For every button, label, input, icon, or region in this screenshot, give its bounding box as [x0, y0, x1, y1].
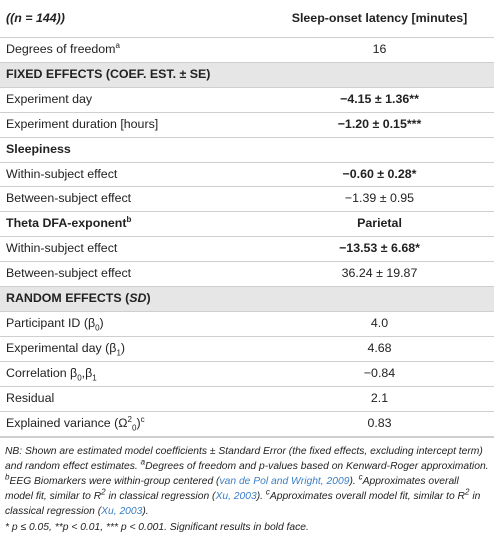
- subscript: 0: [95, 323, 100, 333]
- footnote-mark: a: [140, 457, 146, 467]
- note-text: ).: [256, 491, 266, 503]
- row-value: −1.20 ± 0.15***: [265, 112, 494, 137]
- subscript: 0: [131, 423, 137, 433]
- note-text: EEG Biomarkers were within-group centered (: [9, 475, 220, 487]
- row-label-text: Theta DFA-exponent: [6, 216, 127, 231]
- row-label-text: Degrees of freedom: [6, 42, 116, 56]
- row-label-tail: ): [120, 340, 126, 355]
- citation-link[interactable]: van de Pol and Wright, 2009: [219, 475, 350, 487]
- subscript: 1: [92, 373, 97, 383]
- row-label: Between-subject effect: [0, 262, 265, 287]
- row-value: −0.84: [265, 361, 494, 386]
- row-label-text: Experimental day (β: [6, 340, 117, 355]
- row-label-tail: ,β: [81, 365, 93, 380]
- row-label-text: Participant ID (β: [6, 315, 96, 330]
- row-label: Sleepiness: [0, 137, 265, 162]
- section-header-random: [0, 287, 494, 312]
- subscript: 1: [116, 348, 121, 358]
- row-label: [0, 311, 265, 336]
- row-label: [0, 336, 265, 361]
- table-row: [0, 87, 494, 112]
- table-header-row: [0, 0, 494, 38]
- footnote-mark: b: [126, 215, 132, 225]
- row-label: [0, 212, 265, 237]
- table-row: [0, 336, 494, 361]
- table-row: [0, 137, 494, 162]
- row-value: 36.24 ± 19.87: [265, 262, 494, 287]
- row-label-tail: ): [99, 315, 104, 330]
- header-n-label: ((n = 144)): [0, 0, 265, 38]
- table-footnote: [0, 437, 494, 535]
- row-value: 16: [265, 38, 494, 63]
- row-label-text: Explained variance (Ω: [6, 415, 128, 430]
- superscript: 2: [101, 487, 106, 497]
- footnote-mark: c: [358, 472, 363, 482]
- row-value: Parietal: [265, 212, 494, 237]
- row-label: Between-subject effect: [0, 187, 265, 212]
- row-label: [0, 411, 265, 436]
- row-value: 4.68: [265, 336, 494, 361]
- row-value: 2.1: [265, 386, 494, 411]
- table-row: [0, 262, 494, 287]
- note-text: in classical regression (: [5, 491, 481, 518]
- table-row: [0, 361, 494, 386]
- row-value: 4.0: [265, 311, 494, 336]
- table-row: [0, 311, 494, 336]
- note-text: Approximates overall model fit, similar to R: [269, 491, 465, 503]
- row-label: Within-subject effect: [0, 237, 265, 262]
- row-value: −4.15 ± 1.36**: [265, 87, 494, 112]
- table-row: [0, 187, 494, 212]
- row-value: −13.53 ± 6.68*: [265, 237, 494, 262]
- section-label: FIXED EFFECTS (COEF. EST. ± SE): [0, 62, 494, 87]
- footnote-mark: a: [115, 40, 120, 50]
- footnote-mark: c: [265, 487, 270, 497]
- citation-link[interactable]: Xu, 2003: [101, 506, 143, 518]
- section-header-fixed: [0, 62, 494, 87]
- table-row: [0, 237, 494, 262]
- row-label: Experiment duration [hours]: [0, 112, 265, 137]
- footnote-mark: b: [5, 472, 10, 482]
- superscript: 2: [127, 414, 132, 424]
- note-text: in classical regression (: [105, 491, 216, 503]
- note-text: NB: Shown are estimated model coefficients ± Standard Error (the fixed effects, excluding intercept term) and random effect estimates.: [5, 445, 483, 472]
- row-label: Within-subject effect: [0, 162, 265, 187]
- row-label-text: Correlation β: [6, 365, 78, 380]
- table-row: [0, 411, 494, 436]
- row-label-tail: ): [136, 415, 141, 430]
- table-row: [0, 212, 494, 237]
- table-row: [0, 386, 494, 411]
- table-row: [0, 162, 494, 187]
- row-label: [0, 361, 265, 386]
- note-text: ).: [349, 475, 359, 487]
- row-value-empty: [265, 137, 494, 162]
- significance-legend: * p ≤ 0.05, **p < 0.01, *** p < 0.001. Significant results in bold face.: [5, 521, 309, 533]
- superscript: 2: [465, 487, 470, 497]
- citation-link[interactable]: Xu, 2003: [215, 491, 257, 503]
- note-text: Approximates overall model fit, similar to R: [5, 475, 459, 503]
- row-label: Experiment day: [0, 87, 265, 112]
- row-value: 0.83: [265, 411, 494, 436]
- header-measure-label: Sleep-onset latency [minutes]: [265, 0, 494, 38]
- note-text: Degrees of freedom and p-values based on Kenward-Roger approximation.: [145, 460, 489, 472]
- note-text: ).: [142, 506, 149, 518]
- row-value: −1.39 ± 0.95: [265, 187, 494, 212]
- section-label: RANDOM EFFECTS (SD): [0, 287, 494, 312]
- row-label: Residual: [0, 386, 265, 411]
- header-n-text: (n = 144): [10, 11, 61, 25]
- table-row: [0, 112, 494, 137]
- row-value: −0.60 ± 0.28*: [265, 162, 494, 187]
- footnote-mark: c: [140, 414, 145, 424]
- row-label: [0, 38, 265, 63]
- table-row: [0, 38, 494, 63]
- subscript: 0: [77, 373, 82, 383]
